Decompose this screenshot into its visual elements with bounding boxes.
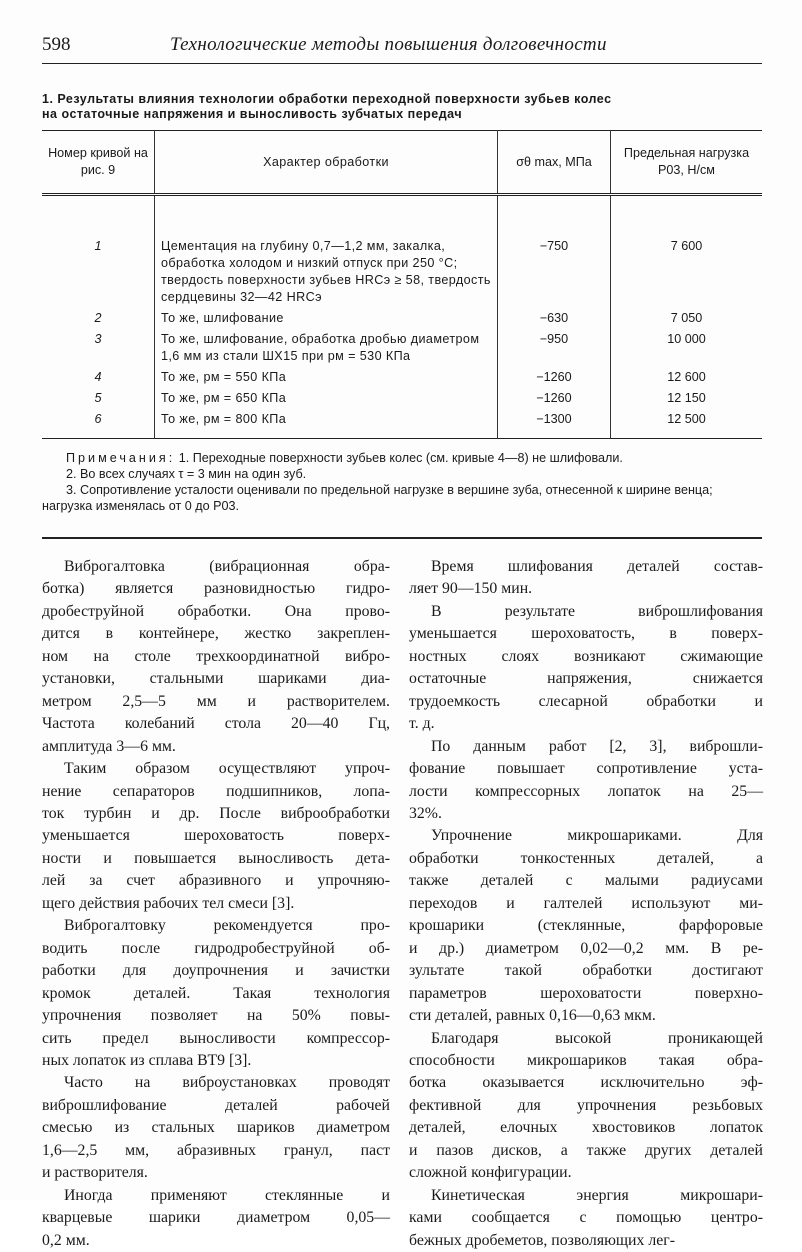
paragraph	[409, 736, 763, 826]
table-row	[42, 329, 762, 367]
text-line: т. д.	[409, 715, 435, 733]
text-line: щего действия рабочих тел смеси [3].	[42, 894, 295, 912]
paragraph	[409, 556, 763, 601]
text-line: дробеструйной обработки. Она прово-	[42, 602, 390, 620]
text-line: деталей, елочных хвостовиков лопаток	[409, 1119, 763, 1137]
text-line: ляет 90—150 мин.	[409, 580, 533, 598]
table-notes	[42, 450, 762, 514]
curve-number-cell: 2	[94, 311, 102, 325]
paragraph	[409, 1185, 763, 1252]
treatment-cell: Цементация на глубину 0,7—1,2 мм, закалка, обработка холодом и низкий отпуск при 250 °С; твердость поверхности зубьев HRCэ ≥ 58, твердость сердцевины 32—42 HRCэ	[155, 195, 498, 309]
table-row	[42, 195, 762, 309]
treatment-cell: То же, pм = 800 КПа	[155, 409, 498, 439]
text-line: лости компрессорных лопаток на 25—	[409, 782, 763, 800]
text-line: сложной конфигурации.	[409, 1164, 572, 1182]
text-line: и др.) диаметром 0,02—0,2 мм. В ре-	[409, 939, 763, 957]
load-cell: 7 050	[611, 308, 763, 329]
text-line: ности и повышается выносливость дета-	[42, 849, 390, 867]
text-line: ностных слоях возникают сжимающие	[409, 647, 763, 665]
table-caption	[42, 92, 762, 122]
text-line: фование повышает сопротивление уста-	[409, 760, 763, 778]
text-line: смесью из стальных шариков диаметром	[42, 1119, 390, 1137]
text-line: и пазов дисков, а также других деталей	[409, 1141, 763, 1159]
text-line: установки, стальными шариками диа-	[42, 670, 390, 688]
curve-number-cell: 6	[94, 412, 102, 426]
text-line: Упрочнение микрошариками. Для	[431, 827, 763, 845]
left-text-column	[42, 556, 390, 1252]
table-row	[42, 409, 762, 439]
note-item: 2. Во всех случаях τ = 3 мин на один зуб.	[66, 467, 307, 481]
curve-number-cell: 1	[94, 239, 102, 253]
text-line: Благодаря высокой проникающей	[431, 1029, 763, 1047]
text-line: 32%.	[409, 804, 442, 822]
table-row	[42, 388, 762, 409]
text-line: 1,6—2,5 мм, абразивных гранул, паст	[42, 1141, 390, 1159]
treatment-cell: То же, шлифование, обработка дробью диаметром 1,6 мм из стали ШХ15 при pм = 530 КПа	[155, 329, 498, 367]
text-line: Время шлифования деталей состав-	[431, 558, 763, 575]
table-caption-line: на остаточные напряжения и выносливость зубчатых передач	[42, 107, 463, 121]
results-table	[42, 130, 762, 439]
text-line: крошарики (стеклянные, фарфоровые	[409, 917, 763, 935]
paragraph	[42, 1072, 390, 1184]
text-line: работки для доупрочнения и зачистки	[42, 962, 390, 980]
page-number: 598	[42, 34, 71, 55]
text-line: виброшлифование деталей рабочей	[42, 1096, 390, 1114]
paragraph	[42, 915, 390, 1072]
paragraph	[42, 556, 390, 758]
paragraph	[409, 1028, 763, 1185]
text-line: сти деталей, равных 0,16—0,63 мкм.	[409, 1007, 656, 1025]
text-line: дится в контейнере, жестко закреплен-	[42, 625, 390, 643]
text-line: водить после гидродробеструйной об-	[42, 939, 390, 957]
text-line: По данным работ [2, 3], виброшли-	[431, 737, 763, 755]
text-line: ботка оказывается исключительно эф-	[409, 1074, 763, 1092]
notes-rule	[42, 537, 762, 539]
text-line: параметров шероховатости поверхно-	[409, 984, 763, 1002]
text-line: упрочнения позволяет на 50% повы-	[42, 1007, 390, 1025]
text-line: переходов и галтелей используют ми-	[409, 894, 763, 912]
text-line: способности микрошариков такая обра-	[409, 1051, 763, 1069]
paragraph	[409, 825, 763, 1027]
table-caption-line: 1. Результаты влияния технологии обработки переходной поверхности зубьев колес	[42, 92, 612, 106]
text-line: Виброгалтовку рекомендуется про-	[64, 917, 390, 935]
text-line: метром 2,5—5 мм и растворителем.	[42, 692, 390, 710]
note-item: 3. Сопротивление усталости оценивали по предельной нагрузке в вершине зуба, отнесенной к ширине венца; нагрузка изменялась от 0 до P03.	[42, 483, 713, 513]
paragraph	[42, 1185, 390, 1252]
table-header-row	[42, 131, 762, 195]
column-header-stress: σθ max, МПа	[498, 131, 611, 195]
notes-label: Примечания:	[66, 451, 176, 465]
text-line: ками сообщается с помощью центро-	[409, 1209, 763, 1227]
header-rule	[42, 63, 762, 64]
treatment-cell: То же, pм = 650 КПа	[155, 388, 498, 409]
text-line: кварцевые шарики диаметром 0,05—	[42, 1209, 390, 1227]
text-line: ных лопаток из сплава ВТ9 [3].	[42, 1051, 252, 1069]
text-line: уменьшается шероховатость, в поверх-	[409, 625, 763, 643]
text-line: нение сепараторов подшипников, лопа-	[42, 782, 390, 800]
table-row	[42, 367, 762, 388]
text-line: ном на столе трехкоординатной вибро-	[42, 647, 390, 665]
stress-cell: −1260	[498, 367, 611, 388]
text-line: трудоемкость слесарной обработки и	[409, 692, 763, 710]
text-line: ток турбин и др. После виброобработки	[42, 804, 390, 822]
stress-cell: −1300	[498, 409, 611, 439]
note-item: 1. Переходные поверхности зубьев колес (см. кривые 4—8) не шлифовали.	[178, 451, 623, 465]
text-line: Частота колебаний стола 20—40 Гц,	[42, 715, 390, 733]
text-line: остаточные напряжения, снижается	[409, 670, 763, 688]
stress-cell: −750	[498, 195, 611, 309]
treatment-cell: То же, шлифование	[155, 308, 498, 329]
curve-number-cell: 5	[94, 391, 102, 405]
text-line: ботка) является разновидностью гидро-	[42, 580, 390, 598]
stress-cell: −630	[498, 308, 611, 329]
text-line: и растворителя.	[42, 1164, 148, 1182]
text-line: фективной для упрочнения резьбовых	[409, 1096, 763, 1114]
column-header-load: Предельная нагрузка P03, Н/см	[611, 131, 763, 195]
load-cell: 12 500	[611, 409, 763, 439]
table-row	[42, 308, 762, 329]
text-line: В результате виброшлифования	[431, 602, 763, 620]
text-line: обработки тонкостенных деталей, а	[409, 849, 763, 867]
right-text-column	[409, 556, 763, 1252]
text-line: Таким образом осуществляют упроч-	[64, 760, 390, 778]
text-line: Виброгалтовка (вибрационная обра-	[64, 558, 390, 575]
text-line: Иногда применяют стеклянные и	[64, 1186, 390, 1204]
text-line: лей за счет абразивного и упрочняю-	[42, 872, 390, 890]
paragraph	[42, 758, 390, 915]
text-line: уменьшается шероховатость поверх-	[42, 827, 390, 845]
text-line: Кинетическая энергия микрошари-	[431, 1186, 763, 1204]
stress-cell: −950	[498, 329, 611, 367]
text-line: также деталей с малыми радиусами	[409, 872, 763, 890]
curve-number-cell: 3	[94, 332, 102, 346]
text-line: амплитуда 3—6 мм.	[42, 737, 176, 755]
load-cell: 12 600	[611, 367, 763, 388]
curve-number-cell: 4	[94, 370, 102, 384]
text-line: бежных дробеметов, позволяющих лег-	[409, 1231, 675, 1249]
column-header-curve-number: Номер кривой на рис. 9	[48, 146, 148, 177]
paragraph	[409, 601, 763, 736]
text-line: сить предел выносливости компрессор-	[42, 1029, 390, 1047]
load-cell: 10 000	[611, 329, 763, 367]
stress-cell: −1260	[498, 388, 611, 409]
text-line: 0,2 мм.	[42, 1231, 90, 1249]
column-header-treatment: Характер обработки	[155, 131, 498, 195]
treatment-cell: То же, pм = 550 КПа	[155, 367, 498, 388]
text-line: зультате такой обработки достигают	[409, 962, 763, 980]
text-line: Часто на виброустановках проводят	[64, 1074, 390, 1092]
load-cell: 12 150	[611, 388, 763, 409]
text-line: кромок деталей. Такая технология	[42, 984, 390, 1002]
running-title: Технологические методы повышения долговечности	[170, 34, 607, 55]
load-cell: 7 600	[611, 195, 763, 309]
